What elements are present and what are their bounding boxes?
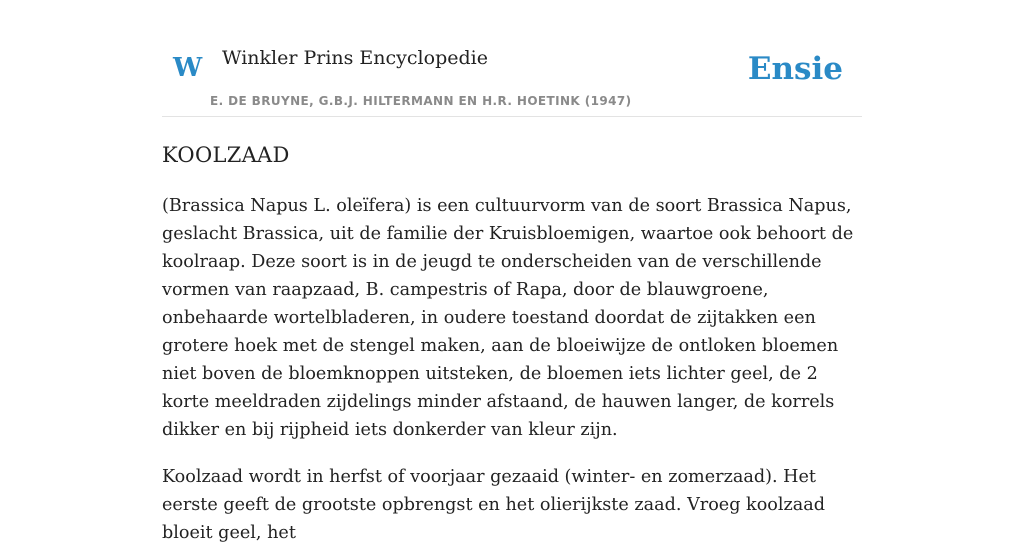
ensie-brand-logo[interactable]: Ensie <box>747 51 843 87</box>
page-header <box>162 0 862 117</box>
authors-line: E. DE BRUYNE, G.B.J. HILTERMANN EN H.R. HOETINK (1947) <box>210 94 632 108</box>
publisher-logo[interactable]: W <box>173 53 203 83</box>
article-paragraph: (Brassica Napus L. oleïfera) is een cultuurvorm van de soort Brassica Napus, geslacht Brassica, uit de familie der Kruisbloemigen, waartoe ook behoort de koolraap. Deze soort is in de jeugd te onderscheiden van de verschillende vormen van raapzaad, B. campestris of Rapa, door de blauwgroene, onbehaarde wortelbladeren, in oudere toestand doordat de zijtakken een grotere hoek met de stengel maken, aan de bloeiwijze de ontloken bloemen niet boven de bloemknoppen uitsteken, de bloemen iets lichter geel, de 2 korte meeldraden zijdelings minder afstaand, de hauwen langer, de korrels dikker en bij rijpheid iets donkerder van kleur zijn. <box>162 196 854 440</box>
article <box>162 138 862 547</box>
article-paragraph: Koolzaad wordt in herfst of voorjaar gezaaid (winter- en zomerzaad). Het eerste geeft de grootste opbrengst en het olierijkste zaad. Vroeg koolzaad bloeit geel, het <box>162 467 826 543</box>
publication-title[interactable]: Winkler Prins Encyclopedie <box>222 47 488 69</box>
entry-title: KOOLZAAD <box>162 143 290 167</box>
